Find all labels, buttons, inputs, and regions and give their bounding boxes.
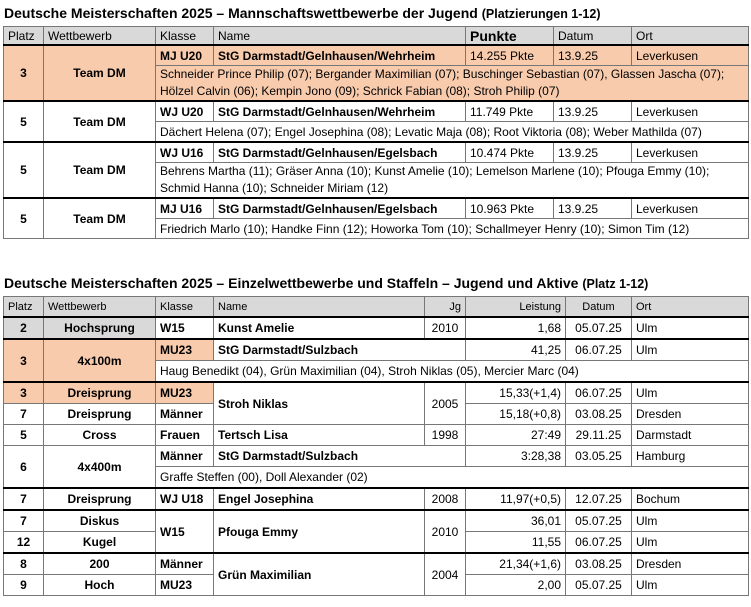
name-cell: StG Darmstadt/Sulzbach <box>214 446 466 467</box>
single-table <box>3 296 749 596</box>
ort-cell: Leverkusen <box>632 198 749 219</box>
punkte-cell: 11.749 Pkte <box>466 101 554 122</box>
punkte-cell: 10.963 Pkte <box>466 198 554 219</box>
platz-cell: 3 <box>4 45 44 101</box>
jg-cell: 1998 <box>425 425 466 446</box>
ort-cell: Bochum <box>632 488 749 510</box>
ort-cell: Darmstadt <box>632 425 749 446</box>
col-ort: Ort <box>632 297 749 318</box>
table-row <box>4 317 749 339</box>
wettbewerb-cell: Team DM <box>44 101 156 142</box>
wettbewerb-cell: Diskus <box>44 510 156 532</box>
jg-cell: 2010 <box>425 510 466 553</box>
wettbewerb-cell: Dreisprung <box>44 404 156 425</box>
datum-cell: 03.08.25 <box>566 404 632 425</box>
wettbewerb-cell: Hochsprung <box>44 317 156 339</box>
ort-cell: Dresden <box>632 553 749 575</box>
ort-cell: Ulm <box>632 317 749 339</box>
platz-cell: 5 <box>4 425 44 446</box>
jg-cell: 2008 <box>425 488 466 510</box>
table-row <box>4 142 749 163</box>
members-cell: Schneider Prince Philip (07); Bergander Maximilian (07); Buschinger Sebastian (07), Glassen Jascha (07); Hölzel Calvin (06); Kempin Jono (09); Schrick Fabian (08); Stroh Philip (07) <box>156 66 749 102</box>
wettbewerb-cell: Team DM <box>44 45 156 101</box>
punkte-cell: 14.255 Pkte <box>466 45 554 66</box>
ort-cell: Ulm <box>632 532 749 554</box>
punkte-cell: 10.474 Pkte <box>466 142 554 163</box>
table-row <box>4 425 749 446</box>
leistung-cell: 41,25 <box>466 339 566 361</box>
datum-cell: 03.05.25 <box>566 446 632 467</box>
datum-cell: 13.9.25 <box>554 101 632 122</box>
klasse-cell: W15 <box>156 510 214 553</box>
platz-cell: 3 <box>4 339 44 382</box>
klasse-cell: MU23 <box>156 339 214 361</box>
leistung-cell: 15,18(+0,8) <box>466 404 566 425</box>
datum-cell: 05.07.25 <box>566 510 632 532</box>
col-name: Name <box>214 27 466 46</box>
platz-cell: 5 <box>4 101 44 142</box>
col-platz: Platz <box>4 297 44 318</box>
leistung-cell: 3:28,38 <box>466 446 566 467</box>
table-row <box>4 510 749 532</box>
jg-cell: 2005 <box>425 382 466 425</box>
platz-cell: 12 <box>4 532 44 554</box>
table-row <box>4 382 749 404</box>
single-title: Deutsche Meisterschaften 2025 – Einzelwettbewerbe und Staffeln – Jugend und Aktive (Platz 1-12) <box>4 275 649 291</box>
klasse-cell: MU23 <box>156 382 214 404</box>
table-row <box>4 488 749 510</box>
platz-cell: 9 <box>4 575 44 596</box>
wettbewerb-cell: 4x100m <box>44 339 156 382</box>
platz-cell: 7 <box>4 404 44 425</box>
members-cell: Haug Benedikt (04), Grün Maximilian (04), Stroh Niklas (05), Mercier Marc (04) <box>156 361 749 383</box>
table-row <box>4 101 749 122</box>
ort-cell: Ulm <box>632 339 749 361</box>
leistung-cell: 27:49 <box>466 425 566 446</box>
team-title: Deutsche Meisterschaften 2025 – Mannschaftswettbewerbe der Jugend (Platzierungen 1-12) <box>4 5 601 21</box>
col-ort: Ort <box>632 27 749 46</box>
col-klasse: Klasse <box>156 27 214 46</box>
datum-cell: 06.07.25 <box>566 532 632 554</box>
wettbewerb-cell: Dreisprung <box>44 382 156 404</box>
col-jg: Jg <box>425 297 466 318</box>
name-cell: Pfouga Emmy <box>214 510 425 553</box>
wettbewerb-cell: Hoch <box>44 575 156 596</box>
leistung-cell: 2,00 <box>466 575 566 596</box>
members-cell: Friedrich Marlo (10); Handke Finn (12); Howorka Tom (10); Schallmeyer Henry (10); Simon Tim (12) <box>156 219 749 239</box>
klasse-cell: WJ U20 <box>156 101 214 122</box>
datum-cell: 06.07.25 <box>566 339 632 361</box>
klasse-cell: MU23 <box>156 575 214 596</box>
datum-cell: 29.11.25 <box>566 425 632 446</box>
klasse-cell: MJ U20 <box>156 45 214 66</box>
datum-cell: 13.9.25 <box>554 142 632 163</box>
single-subtitle: (Platz 1-12) <box>582 277 649 291</box>
ort-cell: Ulm <box>632 510 749 532</box>
leistung-cell: 36,01 <box>466 510 566 532</box>
wettbewerb-cell: Dreisprung <box>44 488 156 510</box>
leistung-cell: 15,33(+1,4) <box>466 382 566 404</box>
klasse-cell: Männer <box>156 404 214 425</box>
klasse-cell: MJ U16 <box>156 198 214 219</box>
name-cell: StG Darmstadt/Gelnhausen/Wehrheim <box>214 45 466 66</box>
datum-cell: 06.07.25 <box>566 382 632 404</box>
col-klasse: Klasse <box>156 297 214 318</box>
name-cell: StG Darmstadt/Gelnhausen/Egelsbach <box>214 198 466 219</box>
ort-cell: Ulm <box>632 575 749 596</box>
ort-cell: Leverkusen <box>632 142 749 163</box>
datum-cell: 05.07.25 <box>566 317 632 339</box>
name-cell: Tertsch Lisa <box>214 425 425 446</box>
ort-cell: Leverkusen <box>632 45 749 66</box>
table-row <box>4 553 749 575</box>
col-datum: Datum <box>566 297 632 318</box>
klasse-cell: Männer <box>156 553 214 575</box>
col-punkte: Punkte <box>466 27 554 46</box>
ort-cell: Leverkusen <box>632 101 749 122</box>
jg-cell: 2010 <box>425 317 466 339</box>
table-row <box>4 446 749 467</box>
name-cell: StG Darmstadt/Sulzbach <box>214 339 466 361</box>
klasse-cell: WJ U18 <box>156 488 214 510</box>
name-cell: Grün Maximilian <box>214 553 425 596</box>
single-header-row <box>4 297 749 318</box>
members-cell: Graffe Steffen (00), Doll Alexander (02) <box>156 467 749 489</box>
name-cell: StG Darmstadt/Gelnhausen/Egelsbach <box>214 142 466 163</box>
name-cell: Kunst Amelie <box>214 317 425 339</box>
team-subtitle: (Platzierungen 1-12) <box>481 7 601 21</box>
col-datum: Datum <box>554 27 632 46</box>
platz-cell: 5 <box>4 142 44 198</box>
platz-cell: 8 <box>4 553 44 575</box>
ort-cell: Hamburg <box>632 446 749 467</box>
wettbewerb-cell: 4x400m <box>44 446 156 489</box>
table-row <box>4 198 749 219</box>
jg-cell: 2004 <box>425 553 466 596</box>
wettbewerb-cell: Team DM <box>44 142 156 198</box>
wettbewerb-cell: Cross <box>44 425 156 446</box>
klasse-cell: WJ U16 <box>156 142 214 163</box>
platz-cell: 7 <box>4 510 44 532</box>
leistung-cell: 11,97(+0,5) <box>466 488 566 510</box>
leistung-cell: 1,68 <box>466 317 566 339</box>
table-row <box>4 339 749 361</box>
col-wettbewerb: Wettbewerb <box>44 297 156 318</box>
ort-cell: Ulm <box>632 382 749 404</box>
klasse-cell: W15 <box>156 317 214 339</box>
platz-cell: 2 <box>4 317 44 339</box>
col-platz: Platz <box>4 27 44 46</box>
platz-cell: 5 <box>4 198 44 239</box>
members-cell: Behrens Martha (11); Gräser Anna (10); Kunst Amelie (10); Lemelson Marlene (10); Pfouga Emmy (10); Schmid Hanna (10); Schneider Miriam (12) <box>156 163 749 199</box>
datum-cell: 03.08.25 <box>566 553 632 575</box>
name-cell: Engel Josephina <box>214 488 425 510</box>
wettbewerb-cell: Kugel <box>44 532 156 554</box>
datum-cell: 13.9.25 <box>554 45 632 66</box>
team-table <box>3 26 749 239</box>
name-cell: StG Darmstadt/Gelnhausen/Wehrheim <box>214 101 466 122</box>
wettbewerb-cell: 200 <box>44 553 156 575</box>
klasse-cell: Frauen <box>156 425 214 446</box>
members-cell: Dächert Helena (07); Engel Josephina (08); Levatic Maja (08); Root Viktoria (08); Weber Mathilda (07) <box>156 122 749 143</box>
col-name: Name <box>214 297 425 318</box>
platz-cell: 3 <box>4 382 44 404</box>
team-header-row <box>4 27 749 46</box>
ort-cell: Dresden <box>632 404 749 425</box>
datum-cell: 05.07.25 <box>566 575 632 596</box>
table-row <box>4 45 749 66</box>
leistung-cell: 21,34(+1,6) <box>466 553 566 575</box>
wettbewerb-cell: Team DM <box>44 198 156 239</box>
klasse-cell: Männer <box>156 446 214 467</box>
col-leistung: Leistung <box>466 297 566 318</box>
platz-cell: 6 <box>4 446 44 489</box>
name-cell: Stroh Niklas <box>214 382 425 425</box>
datum-cell: 12.07.25 <box>566 488 632 510</box>
col-wettbewerb: Wettbewerb <box>44 27 156 46</box>
datum-cell: 13.9.25 <box>554 198 632 219</box>
leistung-cell: 11,55 <box>466 532 566 554</box>
platz-cell: 7 <box>4 488 44 510</box>
